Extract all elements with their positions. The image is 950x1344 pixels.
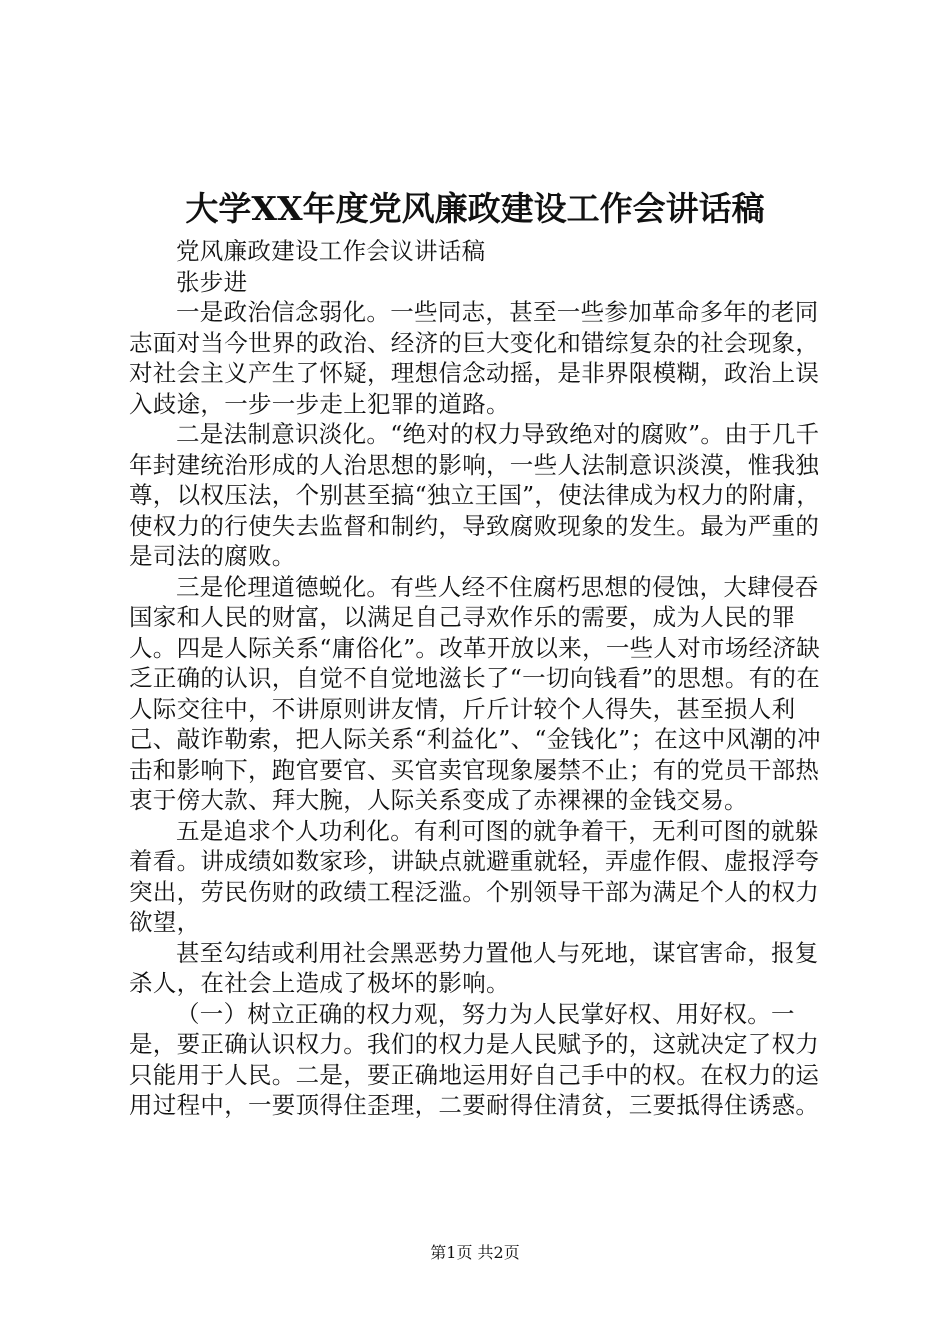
paragraph: 一是政治信念弱化。一些同志，甚至一些参加革命多年的老同志面对当今世界的政治、经济的巨大变化和错综复杂的社会现象，对社会主义产生了怀疑，理想信念动摇，是非界限模糊，政治上误入歧途，一步一步走上犯罪的道路。 [129, 298, 820, 418]
paragraph: 甚至勾结或利用社会黑恶势力置他人与死地，谋官害命，报复杀人，在社会上造成了极坏的影响。 [129, 938, 819, 997]
document-title: 大学XX年度党风廉政建设工作会讲话稿 [185, 189, 765, 228]
paragraph: （一）树立正确的权力观，努力为人民掌好权、用好权。一是，要正确认识权力。我们的权力是人民赋予的，这就决定了权力只能用于人民。二是，要正确地运用好自己手中的权。在权力的运用过程中，一要顶得住歪理，二要耐得住清贫，三要抵得住诱惑。 [129, 999, 820, 1119]
paragraph: 五是追求个人功利化。有利可图的就争着干，无利可图的就躲着看。讲成绩如数家珍，讲缺点就避重就轻，弄虚作假、虚报浮夸突出，劳民伤财的政绩工程泛滥。个别领导干部为满足个人的权力欲望， [129, 816, 820, 936]
document-author: 张步进 [176, 267, 248, 296]
document-subtitle: 党风廉政建设工作会议讲话稿 [176, 237, 486, 265]
paragraph: 三是伦理道德蜕化。有些人经不住腐朽思想的侵蚀，大肆侵吞国家和人民的财富，以满足自己寻欢作乐的需要，成为人民的罪人。四是人际关系“庸俗化”。改革开放以来，一些人对市场经济缺乏正确的认识，自觉不自觉地滋长了“一切向钱看”的思想。有的在人际交往中，不讲原则讲友情，斤斤计较个人得失，甚至损人利己、敲诈勒索，把人际关系“利益化”、“金钱化”；在这中风潮的冲击和影响下，跑官要官、买官卖官现象屡禁不止；有的党员干部热衷于傍大款、拜大腕，人际关系变成了赤裸裸的金钱交易。 [129, 572, 821, 814]
page-footer: 第1页 共2页 [430, 1243, 520, 1262]
document-body [129, 236, 829, 1121]
paragraph: 二是法制意识淡化。“绝对的权力导致绝对的腐败”。由于几千年封建统治形成的人治思想的影响，一些人法制意识淡漠，惟我独尊，以权压法，个别甚至搞“独立王国”，使法律成为权力的附庸，使权力的行使失去监督和制约，导致腐败现象的发生。最为严重的是司法的腐败。 [129, 420, 821, 570]
